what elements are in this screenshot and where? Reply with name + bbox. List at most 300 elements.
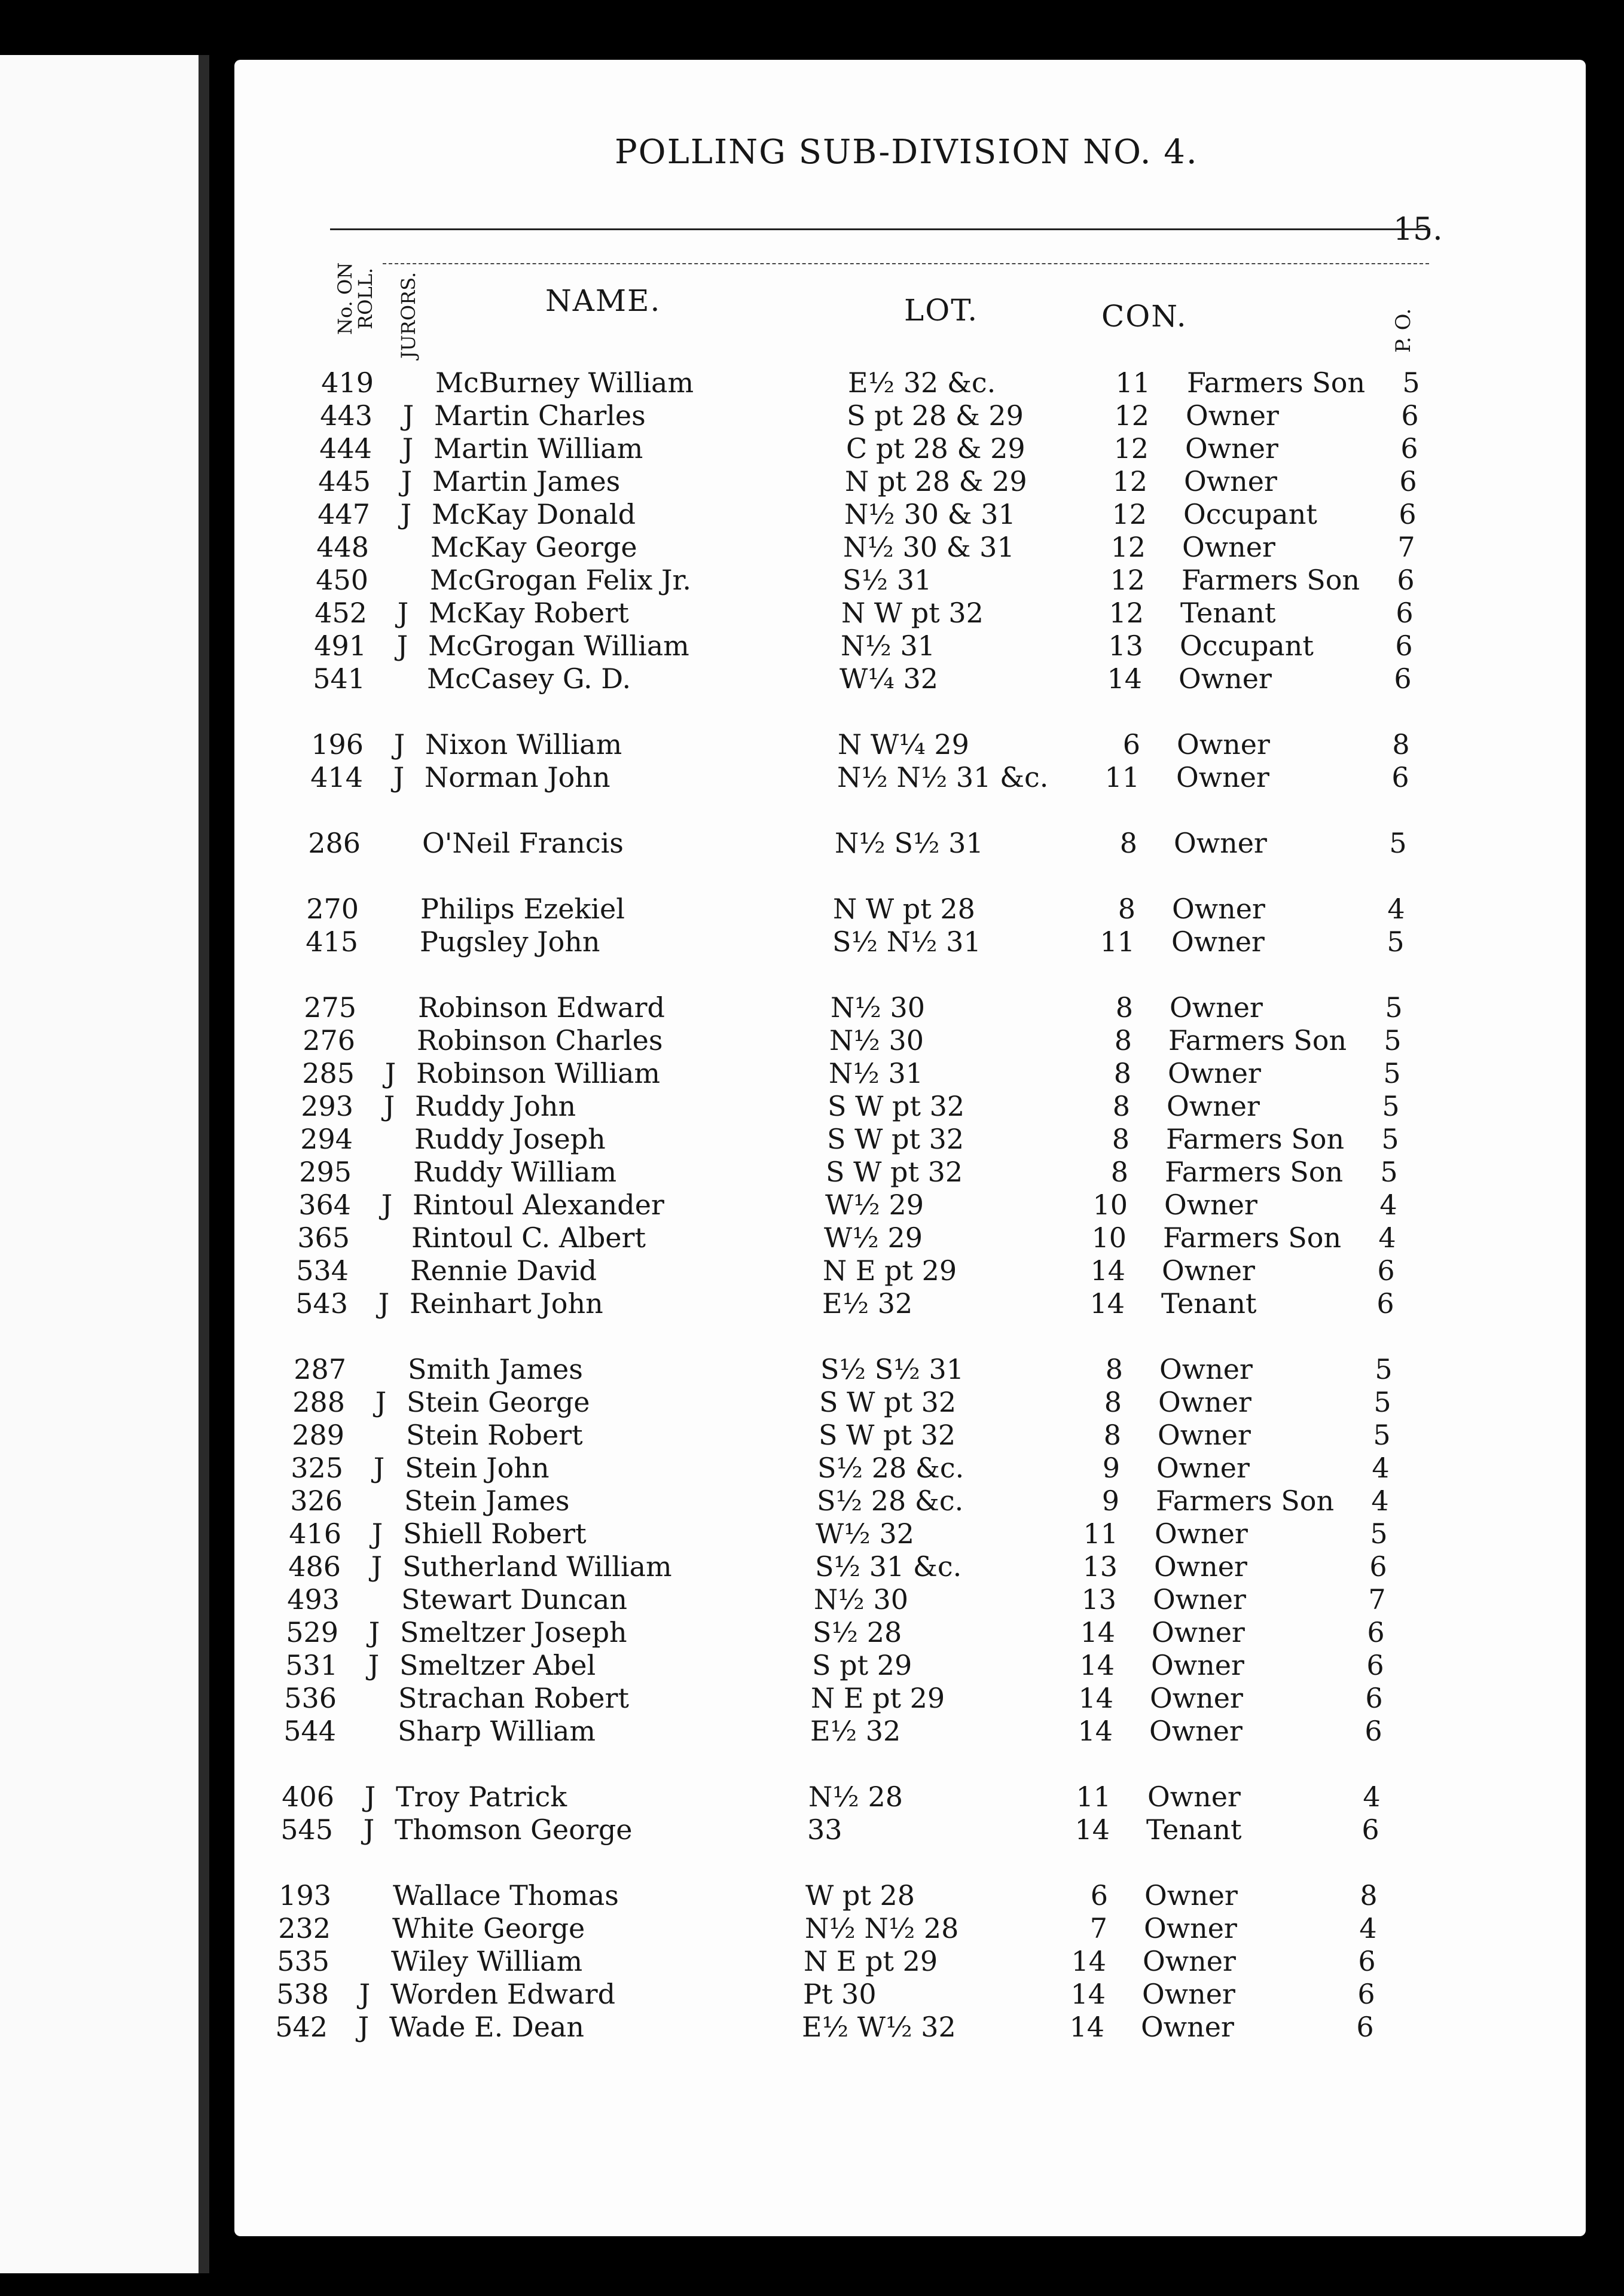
concession-number: 14 [1080, 1616, 1115, 1648]
table-row [0, 1188, 1624, 1222]
concession-number: 8 [1110, 1156, 1128, 1188]
post-office-number: 6 [1391, 761, 1409, 793]
table-row [0, 662, 1624, 695]
concession-number: 12 [1110, 531, 1146, 563]
occupation-status: Tenant [1180, 597, 1276, 629]
concession-number: 14 [1069, 2011, 1104, 2043]
voter-name: Strachan Robert [398, 1682, 629, 1714]
concession-number: 14 [1090, 1254, 1125, 1287]
roll-number: 534 [296, 1254, 349, 1287]
table-row [0, 1287, 1624, 1320]
concession-number: 10 [1091, 1222, 1127, 1254]
concession-number: 11 [1115, 367, 1150, 399]
concession-number: 6 [1090, 1879, 1108, 1912]
voter-name: Thomson George [395, 1813, 633, 1846]
post-office-number: 6 [1362, 1813, 1379, 1846]
voter-name: Stein James [404, 1485, 570, 1517]
column-header-no-on-roll: No. ON ROLL. [334, 262, 377, 335]
roll-number: 196 [311, 728, 364, 761]
lot-description: N½ 30 & 31 [843, 531, 1015, 563]
post-office-number: 6 [1397, 564, 1415, 596]
occupation-status: Occupant [1180, 630, 1314, 662]
lot-description: W¼ 32 [840, 662, 939, 695]
table-row [0, 1254, 1624, 1287]
roll-number: 535 [277, 1945, 329, 1977]
occupation-status: Owner [1144, 1879, 1238, 1912]
roll-number: 443 [320, 399, 373, 432]
occupation-status: Owner [1149, 1715, 1243, 1747]
post-office-number: 5 [1387, 926, 1405, 958]
post-office-number: 5 [1370, 1518, 1388, 1550]
table-row [0, 1648, 1624, 1682]
voter-name: Rintoul C. Albert [411, 1222, 646, 1254]
voter-name: McKay George [431, 531, 637, 563]
voter-name: McCasey G. D. [427, 662, 631, 695]
lot-description: N pt 28 & 29 [845, 465, 1027, 497]
concession-number: 8 [1115, 991, 1133, 1024]
occupation-status: Owner [1152, 1616, 1245, 1648]
voter-name: Reinhart John [410, 1287, 603, 1320]
occupation-status: Owner [1176, 761, 1269, 793]
lot-description: N E pt 29 [804, 1945, 938, 1977]
juror-mark: J [393, 761, 405, 793]
concession-number: 10 [1092, 1189, 1128, 1221]
post-office-number: 5 [1383, 1057, 1401, 1089]
post-office-number: 7 [1397, 531, 1415, 563]
voter-name: Sutherland William [402, 1550, 672, 1583]
table-row [0, 1352, 1624, 1386]
concession-number: 14 [1089, 1287, 1125, 1320]
occupation-status: Owner [1151, 1649, 1244, 1681]
occupation-status: Owner [1158, 1386, 1251, 1418]
roll-number: 536 [284, 1682, 337, 1714]
occupation-status: Owner [1168, 1057, 1261, 1089]
roll-number: 285 [302, 1057, 355, 1089]
table-row [0, 1024, 1624, 1057]
occupation-status: Owner [1170, 991, 1263, 1024]
occupation-status: Owner [1147, 1781, 1241, 1813]
voter-name: Norman John [425, 761, 610, 793]
voter-name: O'Neil Francis [422, 827, 624, 859]
post-office-number: 6 [1401, 399, 1419, 432]
juror-mark: J [378, 1287, 390, 1320]
table-row [0, 1155, 1624, 1189]
voter-name: Smeltzer Abel [399, 1649, 596, 1681]
voter-name: McBurney William [435, 367, 694, 399]
juror-mark: J [371, 1518, 383, 1550]
roll-number: 486 [288, 1550, 341, 1583]
concession-number: 8 [1113, 1057, 1131, 1089]
lot-description: N½ S½ 31 [835, 827, 984, 859]
voter-name: White George [392, 1912, 585, 1944]
juror-mark: J [364, 1781, 376, 1813]
juror-mark: J [397, 597, 409, 629]
post-office-number: 5 [1373, 1386, 1391, 1418]
table-row [0, 629, 1624, 662]
post-office-number: 6 [1400, 432, 1418, 465]
table-row [0, 1616, 1624, 1649]
voter-name: Wade E. Dean [389, 2011, 584, 2043]
occupation-status: Owner [1158, 1419, 1251, 1451]
concession-number: 14 [1077, 1715, 1113, 1747]
occupation-status: Owner [1174, 827, 1267, 859]
column-header-con: CON. [1101, 299, 1188, 334]
table-row [0, 1879, 1624, 1912]
table-row [0, 728, 1624, 761]
concession-number: 12 [1113, 432, 1149, 465]
table-row [0, 1484, 1624, 1518]
occupation-status: Tenant [1161, 1287, 1257, 1320]
lot-description: E½ W½ 32 [802, 2011, 956, 2043]
post-office-number: 6 [1377, 1254, 1395, 1287]
roll-number: 415 [306, 926, 358, 958]
table-row [0, 497, 1624, 531]
voter-name: Pugsley John [420, 926, 600, 958]
lot-description: S½ 28 &c. [817, 1485, 964, 1517]
concession-number: 8 [1104, 1386, 1122, 1418]
table-row [0, 892, 1624, 926]
table-row [0, 432, 1624, 465]
lot-description: S½ 28 &c. [817, 1452, 964, 1484]
post-office-number: 6 [1367, 1616, 1385, 1648]
post-office-number: 6 [1358, 1945, 1376, 1977]
post-office-number: 7 [1368, 1583, 1386, 1616]
lot-description: N½ N½ 28 [805, 1912, 959, 1944]
concession-number: 14 [1107, 662, 1142, 695]
occupation-status: Owner [1144, 1912, 1237, 1944]
concession-number: 8 [1119, 827, 1137, 859]
concession-number: 13 [1108, 630, 1143, 662]
table-row [0, 563, 1624, 597]
occupation-status: Owner [1164, 1189, 1257, 1221]
lot-description: W½ 29 [825, 1189, 924, 1221]
concession-number: 12 [1112, 465, 1147, 497]
roll-number: 364 [298, 1189, 351, 1221]
post-office-number: 5 [1382, 1090, 1400, 1122]
voter-name: Stein John [405, 1452, 550, 1484]
table-row [0, 1550, 1624, 1583]
post-office-number: 6 [1399, 498, 1417, 530]
table-row [0, 1714, 1624, 1748]
voter-name: Martin James [432, 465, 621, 497]
post-office-number: 5 [1402, 367, 1420, 399]
voter-name: Philips Ezekiel [420, 893, 625, 925]
occupation-status: Owner [1177, 728, 1270, 761]
concession-number: 8 [1112, 1090, 1130, 1122]
roll-number: 544 [283, 1715, 336, 1747]
roll-number: 275 [304, 991, 356, 1024]
post-office-number: 6 [1395, 630, 1413, 662]
lot-description: 33 [807, 1813, 842, 1846]
concession-number: 12 [1112, 498, 1147, 530]
roll-number: 419 [321, 367, 374, 399]
roll-number: 365 [297, 1222, 350, 1254]
table-row [0, 991, 1624, 1024]
voter-name: McKay Donald [432, 498, 636, 530]
post-office-number: 5 [1375, 1353, 1393, 1385]
voter-name: McKay Robert [429, 597, 629, 629]
concession-number: 12 [1114, 399, 1149, 432]
roll-number: 529 [286, 1616, 338, 1648]
occupation-status: Owner [1154, 1550, 1247, 1583]
column-header-jurors: JURORS. [397, 271, 420, 359]
concession-number: 8 [1114, 1024, 1132, 1057]
roll-number: 294 [300, 1123, 353, 1155]
table-row [0, 1122, 1624, 1156]
concession-number: 11 [1076, 1781, 1111, 1813]
occupation-status: Farmers Son [1166, 1123, 1345, 1155]
post-office-number: 6 [1365, 1682, 1383, 1714]
roll-number: 287 [294, 1353, 346, 1385]
lot-description: Pt 30 [803, 1978, 877, 2010]
occupation-status: Owner [1153, 1583, 1246, 1616]
occupation-status: Owner [1142, 1978, 1235, 2010]
concession-number: 9 [1101, 1485, 1119, 1517]
voter-name: Stein Robert [406, 1419, 583, 1451]
voter-name: Ruddy Joseph [414, 1123, 606, 1155]
concession-number: 14 [1079, 1649, 1115, 1681]
concession-number: 11 [1083, 1518, 1118, 1550]
occupation-status: Farmers Son [1163, 1222, 1342, 1254]
lot-description: W½ 32 [816, 1518, 915, 1550]
post-office-number: 4 [1379, 1189, 1397, 1221]
roll-number: 541 [313, 662, 365, 695]
voter-name: Wiley William [391, 1945, 583, 1977]
post-office-number: 6 [1376, 1287, 1394, 1320]
lot-description: S W pt 32 [827, 1123, 964, 1155]
roll-number: 193 [279, 1879, 331, 1912]
lot-description: S pt 29 [812, 1649, 912, 1681]
roll-number: 416 [289, 1518, 341, 1550]
post-office-number: 4 [1387, 893, 1405, 925]
lot-description: S½ 31 &c. [815, 1550, 962, 1583]
roll-number: 444 [319, 432, 372, 465]
post-office-number: 8 [1360, 1879, 1378, 1912]
roll-number: 448 [316, 531, 369, 563]
lot-description: N½ 30 [814, 1583, 908, 1616]
juror-mark: J [383, 1090, 395, 1122]
post-office-number: 6 [1399, 465, 1417, 497]
roll-number: 270 [306, 893, 359, 925]
juror-mark: J [381, 1189, 393, 1221]
lot-description: S W pt 32 [819, 1386, 957, 1418]
concession-number: 6 [1122, 728, 1140, 761]
table-row [0, 596, 1624, 630]
roll-number: 545 [280, 1813, 333, 1846]
roll-number: 491 [314, 630, 367, 662]
juror-mark: J [400, 498, 412, 530]
occupation-status: Farmers Son [1187, 367, 1366, 399]
voter-name: Robinson Edward [418, 991, 665, 1024]
post-office-number: 5 [1381, 1123, 1399, 1155]
occupation-status: Owner [1162, 1254, 1255, 1287]
lot-description: S W pt 32 [828, 1090, 965, 1122]
roll-number: 447 [318, 498, 370, 530]
table-row [0, 465, 1624, 498]
table-row [0, 399, 1624, 432]
occupation-status: Owner [1182, 531, 1275, 563]
concession-number: 11 [1100, 926, 1135, 958]
roll-number: 414 [310, 761, 363, 793]
occupation-status: Owner [1186, 399, 1279, 432]
juror-mark: J [384, 1057, 396, 1089]
lot-description: W pt 28 [805, 1879, 915, 1912]
occupation-status: Farmers Son [1165, 1156, 1344, 1188]
juror-mark: J [359, 1978, 371, 2010]
lot-description: S W pt 32 [819, 1419, 956, 1451]
juror-mark: J [371, 1550, 383, 1583]
voter-name: Stein George [407, 1386, 590, 1418]
post-office-number: 4 [1359, 1912, 1377, 1944]
post-office-number: 4 [1378, 1222, 1396, 1254]
lot-description: N E pt 29 [823, 1254, 957, 1287]
roll-number: 295 [299, 1156, 352, 1188]
roll-number: 406 [282, 1781, 334, 1813]
voter-name: Martin William [434, 432, 643, 465]
voter-name: Nixon William [425, 728, 622, 761]
juror-mark: J [393, 728, 405, 761]
post-office-number: 6 [1357, 1978, 1375, 2010]
post-office-number: 6 [1364, 1715, 1382, 1747]
lot-description: N W¼ 29 [838, 728, 969, 761]
voter-name: Sharp William [398, 1715, 596, 1747]
voter-name: Robinson William [416, 1057, 661, 1089]
occupation-status: Owner [1156, 1452, 1250, 1484]
lot-description: E½ 32 [810, 1715, 901, 1747]
lot-description: S pt 28 & 29 [847, 399, 1024, 432]
concession-number: 8 [1103, 1419, 1121, 1451]
voter-name: McGrogan Felix Jr. [430, 564, 692, 596]
post-office-number: 6 [1394, 662, 1412, 695]
column-header-lot: LOT. [904, 293, 979, 328]
juror-mark: J [368, 1649, 380, 1681]
voter-name: McGrogan William [428, 630, 689, 662]
voter-name: Troy Patrick [396, 1781, 567, 1813]
column-header-name: NAME. [545, 283, 661, 318]
lot-description: E½ 32 [822, 1287, 913, 1320]
roll-number: 531 [285, 1649, 338, 1681]
voter-name: Rennie David [410, 1254, 597, 1287]
occupation-status: Owner [1155, 1518, 1248, 1550]
occupation-status: Owner [1159, 1353, 1253, 1385]
post-office-number: 5 [1380, 1156, 1398, 1188]
occupation-status: Owner [1184, 465, 1277, 497]
concession-number: 14 [1078, 1682, 1113, 1714]
concession-number: 14 [1071, 1945, 1106, 1977]
table-row [0, 1517, 1624, 1550]
voter-name: Rintoul Alexander [413, 1189, 664, 1221]
post-office-number: 5 [1385, 991, 1403, 1024]
lot-description: N½ 30 & 31 [844, 498, 1016, 530]
page-number: 15. [1393, 212, 1443, 248]
lot-description: N½ 31 [841, 630, 935, 662]
lot-description: S½ N½ 31 [832, 926, 981, 958]
post-office-number: 4 [1363, 1781, 1381, 1813]
table-row [0, 1780, 1624, 1813]
column-header-po: P. O. [1391, 308, 1415, 353]
post-office-number: 6 [1356, 2011, 1374, 2043]
juror-mark: J [375, 1386, 387, 1418]
concession-number: 8 [1105, 1353, 1123, 1385]
concession-number: 13 [1081, 1583, 1116, 1616]
table-row [0, 1451, 1624, 1485]
lot-description: N½ 30 [829, 1024, 924, 1057]
occupation-status: Owner [1179, 662, 1272, 695]
concession-number: 9 [1102, 1452, 1120, 1484]
table-row [0, 925, 1624, 958]
concession-number: 11 [1104, 761, 1140, 793]
post-office-number: 6 [1396, 597, 1414, 629]
table-row [0, 761, 1624, 794]
roll-number: 276 [303, 1024, 355, 1057]
voter-name: Martin Charles [434, 399, 646, 432]
roll-number: 288 [292, 1386, 345, 1418]
table-row [0, 1221, 1624, 1254]
voter-name: Smith James [408, 1353, 583, 1385]
table-row [0, 1385, 1624, 1419]
juror-mark: J [402, 399, 414, 432]
voter-name: Ruddy William [413, 1156, 617, 1188]
page-title: POLLING SUB-DIVISION NO. 4. [615, 133, 1198, 172]
table-row [0, 1977, 1624, 2011]
post-office-number: 5 [1384, 1024, 1402, 1057]
lot-description: N½ 28 [808, 1781, 903, 1813]
voter-name: Ruddy John [415, 1090, 576, 1122]
roll-number: 326 [290, 1485, 343, 1517]
concession-number: 13 [1082, 1550, 1118, 1583]
lot-description: S W pt 32 [826, 1156, 963, 1188]
voter-name: Smeltzer Joseph [400, 1616, 627, 1648]
lot-description: S½ S½ 31 [820, 1353, 964, 1385]
roll-number: 542 [275, 2011, 328, 2043]
concession-number: 14 [1070, 1978, 1106, 2010]
table-row [0, 1418, 1624, 1452]
occupation-status: Owner [1185, 432, 1278, 465]
table-row [0, 1944, 1624, 1978]
voter-name: Wallace Thomas [393, 1879, 619, 1912]
lot-description: W½ 29 [824, 1222, 923, 1254]
roll-number: 286 [308, 827, 361, 859]
concession-number: 8 [1118, 893, 1135, 925]
concession-number: 14 [1074, 1813, 1110, 1846]
juror-mark: J [363, 1813, 375, 1846]
table-row [0, 2010, 1624, 2044]
lot-description: N W pt 32 [841, 597, 984, 629]
roll-number: 543 [295, 1287, 348, 1320]
juror-mark: J [401, 465, 413, 497]
table-row [0, 530, 1624, 564]
table-row [0, 1583, 1624, 1616]
occupation-status: Farmers Son [1182, 564, 1360, 596]
table-row [0, 1912, 1624, 1945]
lot-description: N½ N½ 31 &c. [837, 761, 1049, 793]
occupation-status: Owner [1172, 893, 1265, 925]
occupation-status: Owner [1143, 1945, 1236, 1977]
concession-number: 12 [1109, 597, 1144, 629]
occupation-status: Owner [1171, 926, 1265, 958]
lot-description: N W pt 28 [833, 893, 975, 925]
juror-mark: J [373, 1452, 385, 1484]
post-office-number: 4 [1372, 1452, 1390, 1484]
post-office-number: 6 [1369, 1550, 1387, 1583]
post-office-number: 4 [1371, 1485, 1389, 1517]
roll-number: 450 [316, 564, 368, 596]
occupation-status: Tenant [1146, 1813, 1242, 1846]
roll-number: 325 [291, 1452, 343, 1484]
lot-description: E½ 32 &c. [848, 367, 996, 399]
occupation-status: Owner [1141, 2011, 1234, 2043]
lot-description: S½ 28 [813, 1616, 902, 1648]
